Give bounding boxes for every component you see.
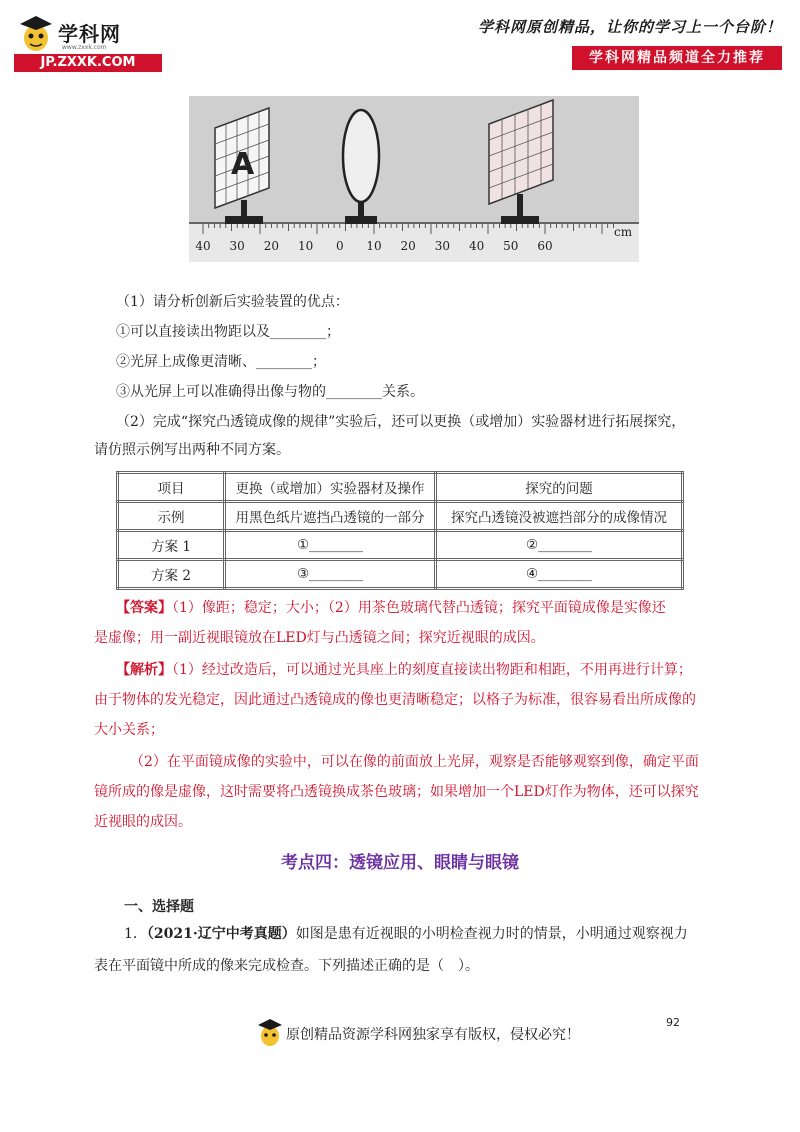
table-cell: ③________ [225, 560, 436, 589]
question-text: 如图是患有近视眼的小明检查视力时的情景，小明通过观察视力 [295, 926, 688, 942]
question-source: （2021·辽宁中考真题） [146, 926, 296, 942]
q1-item-a: ①可以直接读出物距以及________； [116, 324, 340, 340]
question-1-line1 [124, 924, 688, 944]
header-banner: 学科网精品频道全力推荐 [572, 46, 782, 70]
analysis-line5: 镜所成的像是虚像，这时需要将凸透镜换成茶色玻璃；如果增加一个LED灯作为物体，还可以探究 [94, 784, 699, 800]
answer-line1 [116, 598, 666, 618]
ruler-label: 0 [335, 239, 344, 253]
logo-url: JP.ZXXK.COM [14, 54, 162, 72]
ruler-unit: cm [614, 225, 633, 239]
ruler-label: 30 [434, 239, 451, 253]
table-row [118, 502, 683, 531]
mascot-icon [256, 1018, 284, 1048]
answer-text: （1）像距；稳定；大小；（2）用茶色玻璃代替凸透镜；探究平面镜成像是实像还 [172, 600, 666, 616]
q2-line2: 请仿照示例写出两种不同方案。 [94, 442, 290, 458]
q1-intro: （1）请分析创新后实验装置的优点： [116, 294, 349, 310]
ruler-label: 40 [468, 239, 485, 253]
section-title: 考点四：透镜应用、眼睛与眼镜 [281, 853, 519, 873]
ruler-label: 60 [537, 239, 553, 253]
table-header-row [118, 473, 683, 502]
ruler-label: 20 [263, 239, 280, 253]
ruler-label: 40 [195, 239, 211, 253]
table-header-cell: 项目 [118, 473, 225, 502]
table-cell: 探究凸透镜没被遮挡部分的成像情况 [436, 502, 683, 531]
page-number: 92 [666, 1016, 680, 1029]
table-row [118, 560, 683, 589]
table-cell: ①________ [225, 531, 436, 560]
table-header-cell: 更换（或增加）实验器材及操作 [225, 473, 436, 502]
ruler-label: 10 [366, 239, 382, 253]
table-cell: 方案 1 [118, 531, 225, 560]
ruler-label: 20 [400, 239, 416, 253]
analysis-line6: 近视眼的成因。 [94, 814, 192, 830]
site-logo[interactable] [12, 14, 162, 74]
analysis-tag: 【解析】 [116, 662, 172, 678]
copyright-notice: 原创精品资源学科网独家享有版权，侵权必究！ [286, 1027, 580, 1043]
logo-subtitle: www.zxxk.com [62, 44, 107, 51]
question-1-line2: 表在平面镜中所成的像来完成检查。下列描述正确的是（ ）。 [94, 958, 479, 974]
analysis-line1 [116, 660, 692, 680]
analysis-line3: 大小关系； [94, 722, 164, 738]
page-footer [256, 1018, 596, 1048]
q1-item-c: ③从光屏上可以准确得出像与物的________关系。 [116, 384, 424, 400]
header-slogan: 学科网原创精品，让你的学习上一个台阶！ [477, 18, 782, 36]
question-number: 1． [124, 926, 147, 942]
analysis-line4: （2）在平面镜成像的实验中，可以在像的前面放上光屏，观察是否能够观察到像，确定平面 [130, 754, 699, 770]
mascot-icon [14, 14, 58, 54]
q2-line1: （2）完成“探究凸透镜成像的规律”实验后，还可以更换（或增加）实验器材进行拓展探究， [116, 414, 686, 430]
q1-item-b: ②光屏上成像更清晰、________； [116, 354, 326, 370]
table-cell: 方案 2 [118, 560, 225, 589]
ruler-label: 50 [503, 239, 519, 253]
table-cell: ②________ [436, 531, 683, 560]
analysis-text: （1）经过改造后，可以通过光具座上的刻度直接读出物距和相距，不用再进行计算； [172, 662, 692, 678]
table-cell: 示例 [118, 502, 225, 531]
plan-table [116, 471, 684, 590]
answer-line2: 是虚像；用一副近视眼镜放在LED灯与凸透镜之间；探究近视眼的成因。 [94, 630, 545, 646]
ruler-label: 10 [297, 239, 314, 253]
table-header-cell: 探究的问题 [436, 473, 683, 502]
analysis-line2: 由于物体的发光稳定，因此通过凸透镜成的像也更清晰稳定；以格子为标准，很容易看出所成像的 [94, 692, 696, 708]
ruler-label: 30 [229, 239, 245, 253]
optical-bench-figure [189, 96, 639, 262]
page-header [0, 0, 800, 80]
table-cell: 用黑色纸片遮挡凸透镜的一部分 [225, 502, 436, 531]
object-letter: A [231, 147, 255, 182]
logo-title: 学科网 [58, 22, 121, 46]
answer-tag: 【答案】 [116, 600, 172, 616]
table-row [118, 531, 683, 560]
section-subtitle: 一、选择题 [124, 899, 194, 915]
table-cell: ④________ [436, 560, 683, 589]
